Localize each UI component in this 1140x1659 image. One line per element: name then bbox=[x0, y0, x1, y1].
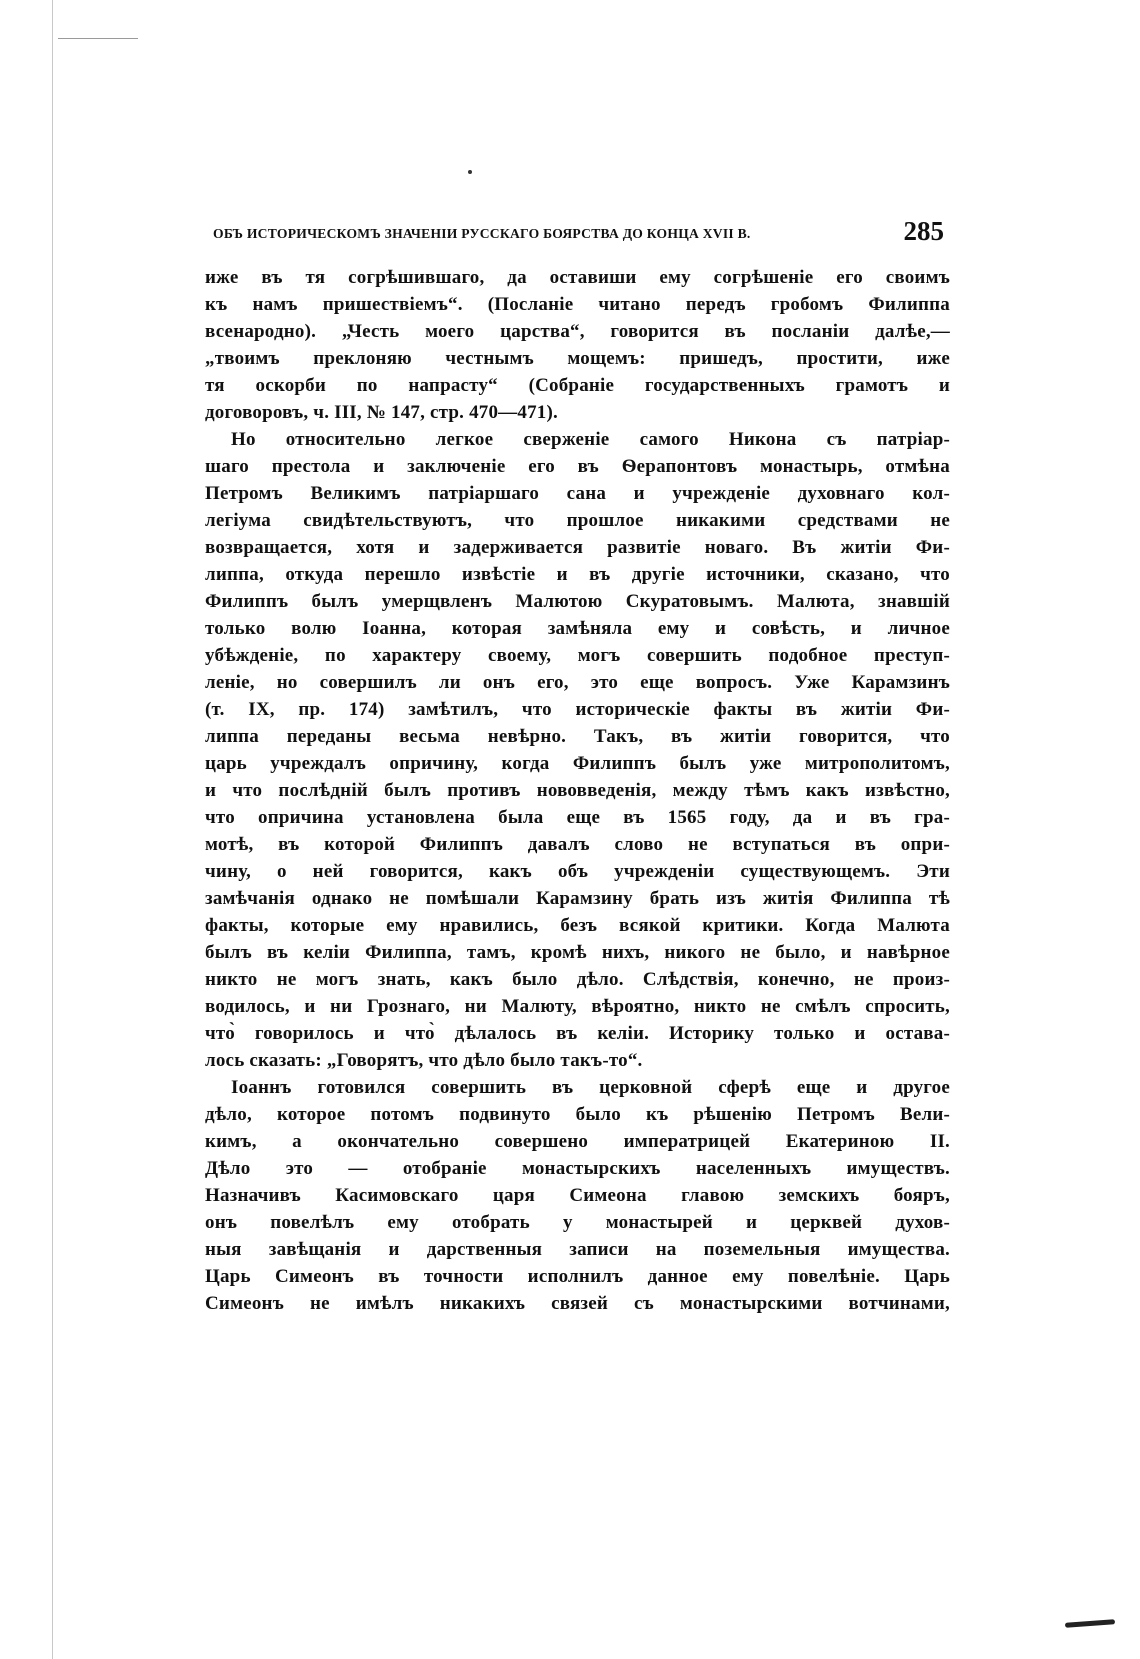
text-line: замѣчанія однако не помѣшали Карамзину брать изъ житія Филиппа тѣ bbox=[205, 888, 950, 909]
text-line: никто не могъ знать, какъ было дѣло. Слѣдствія, конечно, не произ- bbox=[205, 969, 950, 990]
text-line: кимъ, а окончательно совершено императрицей Екатериною II. bbox=[205, 1131, 950, 1152]
text-line: Царь Симеонъ въ точности исполнилъ данное ему повелѣніе. Царь bbox=[205, 1266, 950, 1287]
text-line: Дѣло это — отобраніе монастырскихъ населенныхъ имуществъ. bbox=[205, 1158, 950, 1179]
paragraph-first-line: Іоаннъ готовился совершить въ церковной сферѣ еще и другое bbox=[231, 1077, 950, 1098]
text-line: что̀ говорилось и что̀ дѣлалось въ келіи. Историку только и остава- bbox=[205, 1023, 950, 1044]
scan-edge-line bbox=[52, 0, 53, 1659]
text-line: лось сказать: „Говорятъ, что дѣло было такъ-то“. bbox=[205, 1050, 643, 1071]
text-line: липпа переданы весьма невѣрно. Такъ, въ житіи говорится, что bbox=[205, 726, 950, 747]
text-line: иже въ тя согрѣшившаго, да оставиши ему согрѣшеніе его своимъ bbox=[205, 267, 950, 288]
paragraph-first-line: Но относительно легкое сверженіе самого Никона съ патріар- bbox=[231, 429, 950, 450]
text-line: Петромъ Великимъ патріаршаго сана и учрежденіе духовнаго кол- bbox=[205, 483, 950, 504]
text-line: царь учреждалъ опричину, когда Филиппъ былъ уже митрополитомъ, bbox=[205, 753, 950, 774]
text-line: легіума свидѣтельствуютъ, что прошлое никакими средствами не bbox=[205, 510, 950, 531]
scan-corner-mark bbox=[1065, 1619, 1115, 1627]
text-line: только волю Іоанна, которая замѣняла ему и совѣсть, и личное bbox=[205, 618, 950, 639]
text-line: леніе, но совершилъ ли онъ его, это еще вопросъ. Уже Карамзинъ bbox=[205, 672, 950, 693]
text-line: къ намъ пришествіемъ“. (Посланіе читано передъ гробомъ Филиппа bbox=[205, 294, 950, 315]
ink-speck bbox=[468, 170, 472, 174]
text-line: „твоимъ преклоняю честнымъ мощемъ: пришедъ, простити, иже bbox=[205, 348, 950, 369]
text-line: тя оскорби по напрасту“ (Собраніе государственныхъ грамотъ и bbox=[205, 375, 950, 396]
body-text bbox=[205, 264, 950, 1317]
text-line: онъ повелѣлъ ему отобрать у монастырей и церквей духов- bbox=[205, 1212, 950, 1233]
text-line: (т. IX, пр. 174) замѣтилъ, что историческіе факты въ житіи Фи- bbox=[205, 699, 950, 720]
text-line: договоровъ, ч. III, № 147, стр. 470—471). bbox=[205, 402, 558, 423]
text-line: липпа, откуда перешло извѣстіе и въ другіе источники, сказано, что bbox=[205, 564, 950, 585]
running-title: ОБЪ ИСТОРИЧЕСКОМЪ ЗНАЧЕНІИ РУССКАГО БОЯРСТВА ДО КОНЦА XVII В. bbox=[213, 226, 751, 241]
text-line: шаго престола и заключеніе его въ Ѳерапонтовъ монастырь, отмѣна bbox=[205, 456, 950, 477]
text-line: Филиппъ былъ умерщвленъ Малютою Скуратовымъ. Малюта, знавшій bbox=[205, 591, 950, 612]
text-line: былъ въ келіи Филиппа, тамъ, кромѣ нихъ, никого не было, и навѣрное bbox=[205, 942, 950, 963]
text-line: возвращается, хотя и задерживается развитіе новаго. Въ житіи Фи- bbox=[205, 537, 950, 558]
text-line: убѣжденіе, по характеру своему, могъ совершить подобное преступ- bbox=[205, 645, 950, 666]
text-line: ныя завѣщанія и дарственныя записи на поземельныя имущества. bbox=[205, 1239, 950, 1260]
page-number: 285 bbox=[903, 216, 944, 246]
scan-top-rule bbox=[58, 38, 138, 39]
text-line: чину, о ней говорится, какъ объ учрежденіи существующемъ. Эти bbox=[205, 861, 950, 882]
text-line: водилось, и ни Грознаго, ни Малюту, вѣроятно, никто не смѣлъ спросить, bbox=[205, 996, 950, 1017]
text-line: Назначивъ Касимовскаго царя Симеона главою земскихъ бояръ, bbox=[205, 1185, 950, 1206]
text-line: дѣло, которое потомъ подвинуто было къ рѣшенію Петромъ Вели- bbox=[205, 1104, 950, 1125]
text-line: факты, которые ему нравились, безъ всякой критики. Когда Малюта bbox=[205, 915, 950, 936]
text-line: и что послѣдній былъ противъ нововведенія, между тѣмъ какъ извѣстно, bbox=[205, 780, 950, 801]
text-line: Симеонъ не имѣлъ никакихъ связей съ монастырскими вотчинами, bbox=[205, 1293, 950, 1314]
text-line: мотѣ, въ которой Филиппъ давалъ слово не вступаться въ опри- bbox=[205, 834, 950, 855]
text-line: что опричина установлена была еще въ 1565 году, да и въ гра- bbox=[205, 807, 950, 828]
text-line: всенародно). „Честь моего царства“, говорится въ посланіи далѣе,— bbox=[205, 321, 950, 342]
running-header bbox=[205, 212, 950, 248]
